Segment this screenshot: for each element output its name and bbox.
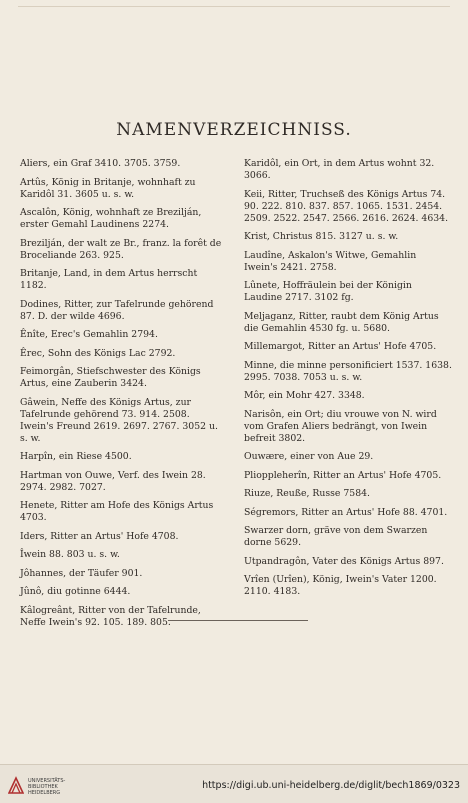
top-rule (18, 6, 450, 7)
index-entry: Gâwein, Neffe des Königs Artus, zur Tafelrunde gehörend 73. 914. 2508. Iwein's Freund 2619. 2697. 2767. 3052 u. s. w. (20, 396, 218, 444)
index-entry: Brezilján, der walt ze Br., franz. la forêt de Broceliande 263. 925. (20, 237, 222, 261)
index-entry: Ascalôn, König, wohnhaft ze Brezilján, erster Gemahl Laudinens 2274. (20, 207, 202, 230)
index-entry: Jôhannes, der Täufer 901. (20, 567, 143, 579)
index-entry: Lûnete, Hoffräulein bei der Königin Laudine 2717. 3102 fg. (244, 280, 412, 303)
index-entry: Dodines, Ritter, zur Tafelrunde gehörend 87. D. der wilde 4696. (20, 298, 214, 322)
index-entry: Krist, Christus 815. 3127 u. s. w. (244, 231, 399, 242)
index-entry: Henete, Ritter am Hofe des Königs Artus 4703. (20, 500, 214, 523)
index-entry: Vrîen (Urîen), König, Iwein's Vater 1200. 2110. 4183. (244, 574, 437, 597)
library-line: BIBLIOTHEK (28, 784, 58, 790)
index-entry: Swarzer dorn, gräve von dem Swarzen dorne 5629. (244, 525, 428, 548)
index-entry: Ségremors, Ritter an Artus' Hofe 88. 4701. (244, 506, 448, 518)
index-entry: Millemargot, Ritter an Artus' Hofe 4705. (244, 341, 437, 352)
index-entry: Iders, Ritter an Artus' Hofe 4708. (20, 530, 179, 542)
index-entry: Aliers, ein Graf 3410. 3705. 3759. (20, 158, 181, 169)
index-entry: Keii, Ritter, Truchseß des Königs Artus 74. 90. 222. 810. 837. 857. 1065. 1531. 2454. 2509. 2522. 2547. 2566. 2616. 2624. 4634. (244, 188, 449, 224)
index-entry: Hartman von Ouwe, Verf. des Iwein 28. 2974. 2982. 7027. (20, 469, 206, 493)
index-entry: Laudîne, Askalon's Witwe, Gemahlin Iwein's 2421. 2758. (244, 249, 417, 273)
index-entry: Meljaganz, Ritter, raubt dem König Artus die Gemahlin 4530 fg. u. 5680. (244, 310, 439, 334)
index-entry: Jûnô, diu gotinne 6444. (20, 586, 131, 597)
index-entry: Ênîte, Erec's Gemahlin 2794. (20, 329, 158, 340)
library-line: UNIVERSITÄTS- (28, 778, 66, 784)
index-entry: Riuze, Reuße, Russe 7584. (244, 488, 370, 499)
library-logo-icon (8, 776, 24, 794)
index-entry: Narisôn, ein Ort; diu vrouwe von N. wird vom Grafen Aliers bedrängt, von Iwein befreit 3802. (244, 408, 437, 444)
left-column (20, 158, 226, 635)
index-entry: Ouwære, einer von Aue 29. (244, 451, 374, 462)
index-entry: Kâlogreânt, Ritter von der Tafelrunde, Neffe Iwein's 92. 105. 189. 805. (20, 604, 201, 628)
index-entry: Harpîn, ein Riese 4500. (20, 451, 132, 462)
page-title: NAMENVERZEICHNISS. (116, 120, 352, 140)
source-url-link[interactable]: https://digi.ub.uni-heidelberg.de/diglit/bech1869/0323 (202, 780, 460, 791)
end-rule (168, 620, 308, 621)
index-entry: Plioppleherîn, Ritter an Artus' Hofe 4705. (244, 469, 442, 481)
index-entry: Minne, die minne personificiert 1537. 1638. 2995. 7038. 7053 u. s. w. (244, 359, 452, 383)
footer-bar (0, 764, 468, 803)
index-entry: Feimorgân, Stiefschwester des Königs Artus, eine Zauberin 3424. (20, 366, 201, 389)
index-entry: Britanje, Land, in dem Artus herrscht 1182. (20, 268, 198, 291)
library-line: HEIDELBERG (28, 790, 61, 796)
index-entry: Karidôl, ein Ort, in dem Artus wohnt 32. 3066. (244, 158, 435, 181)
right-column (244, 158, 452, 605)
library-name (28, 778, 65, 796)
index-entry: Môr, ein Mohr 427. 3348. (244, 390, 365, 401)
index-entry: Îwein 88. 803 u. s. w. (20, 549, 120, 560)
index-entry: Êrec, Sohn des Königs Lac 2792. (20, 347, 176, 359)
index-entry: Utpandragôn, Vater des Königs Artus 897. (244, 555, 444, 567)
index-entry: Artûs, König in Britanje, wohnhaft zu Karidôl 31. 3605 u. s. w. (20, 176, 196, 200)
